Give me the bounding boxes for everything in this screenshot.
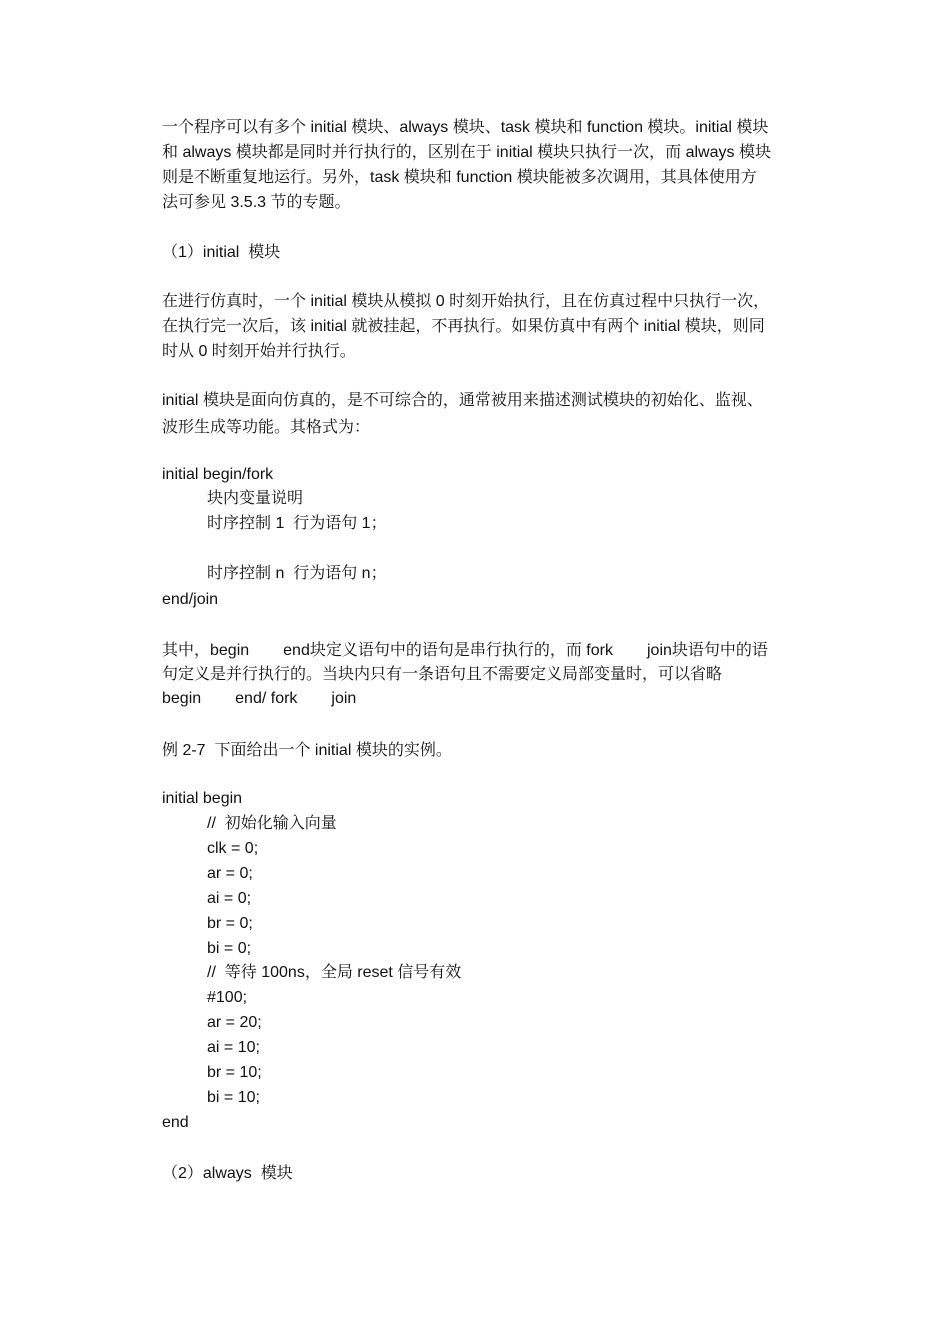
format-body-line-1: 块内变量说明 bbox=[207, 490, 304, 507]
format-body-line-2: 时序控制 1 行为语句 1； bbox=[207, 515, 387, 532]
code-begin: initial begin bbox=[162, 790, 243, 807]
paragraph-1-line-4: 法可参见 3.5.3 节的专题。 bbox=[162, 194, 351, 211]
format-end: end/join bbox=[162, 591, 219, 608]
code-line: bi = 10; bbox=[207, 1089, 260, 1106]
code-line: br = 0; bbox=[207, 915, 253, 932]
p4-join-text: join块语句中的语 bbox=[646, 642, 768, 659]
example-title: 例 2-7 下面给出一个 initial 模块的实例。 bbox=[162, 742, 452, 759]
paragraph-3-line-1: initial 模块是面向仿真的，是不可综合的，通常被用来描述测试模块的初始化、监视、 bbox=[162, 392, 763, 409]
paragraph-1-line-2: 和 always 模块都是同时并行执行的，区别在于 initial 模块只执行一次，而 always 模块 bbox=[162, 144, 771, 161]
section-heading-initial: （1）initial 模块 bbox=[162, 244, 281, 261]
code-line: ar = 0; bbox=[207, 865, 253, 882]
paragraph-2-line-2: 在执行完一次后，该 initial 就被挂起，不再执行。如果仿真中有两个 initial 模块，则同 bbox=[162, 318, 765, 335]
code-line: ai = 0; bbox=[207, 890, 252, 907]
code-line: #100; bbox=[207, 989, 248, 1006]
p4-end-fork-keyword: end/ fork bbox=[235, 690, 298, 707]
paragraph-1-line-3: 则是不断重复地运行。另外，task 模块和 function 模块能被多次调用，其具体使用方 bbox=[162, 169, 757, 186]
paragraph-3-line-2: 波形生成等功能。其格式为： bbox=[162, 419, 371, 436]
format-body-line-4: 时序控制 n 行为语句 n； bbox=[207, 565, 387, 582]
paragraph-4-line-2: 句定义是并行执行的。当块内只有一条语句且不需要定义局部变量时，可以省略 bbox=[162, 666, 723, 683]
paragraph-1-line-1: 一个程序可以有多个 initial 模块、always 模块、task 模块和 function 模块。initial 模块 bbox=[162, 119, 769, 136]
p4-begin-keyword: begin bbox=[162, 690, 202, 707]
paragraph-2-line-1: 在进行仿真时，一个 initial 模块从模拟 0 时刻开始执行，且在仿真过程中只执行一次， bbox=[162, 293, 770, 310]
code-line: br = 10; bbox=[207, 1064, 262, 1081]
code-line: // 初始化输入向量 bbox=[207, 815, 337, 832]
code-line: ar = 20; bbox=[207, 1014, 262, 1031]
p4-end-text: end块定义语句中的语句是串行执行的，而 fork bbox=[283, 642, 613, 659]
paragraph-2-line-3: 时从 0 时刻开始并行执行。 bbox=[162, 343, 356, 360]
paragraph-4-line-3 bbox=[162, 687, 356, 711]
code-end: end bbox=[162, 1114, 189, 1131]
format-begin: initial begin/fork bbox=[162, 466, 274, 483]
section-heading-always: （2）always 模块 bbox=[162, 1165, 293, 1182]
code-line: ai = 10; bbox=[207, 1039, 260, 1056]
code-line: bi = 0; bbox=[207, 940, 252, 957]
p4-join-keyword: join bbox=[331, 690, 357, 707]
p4-begin-text: 其中，begin bbox=[162, 642, 250, 659]
paragraph-4-line-1 bbox=[162, 639, 768, 663]
code-line: clk = 0; bbox=[207, 840, 259, 857]
code-line: // 等待 100ns，全局 reset 信号有效 bbox=[207, 964, 462, 981]
